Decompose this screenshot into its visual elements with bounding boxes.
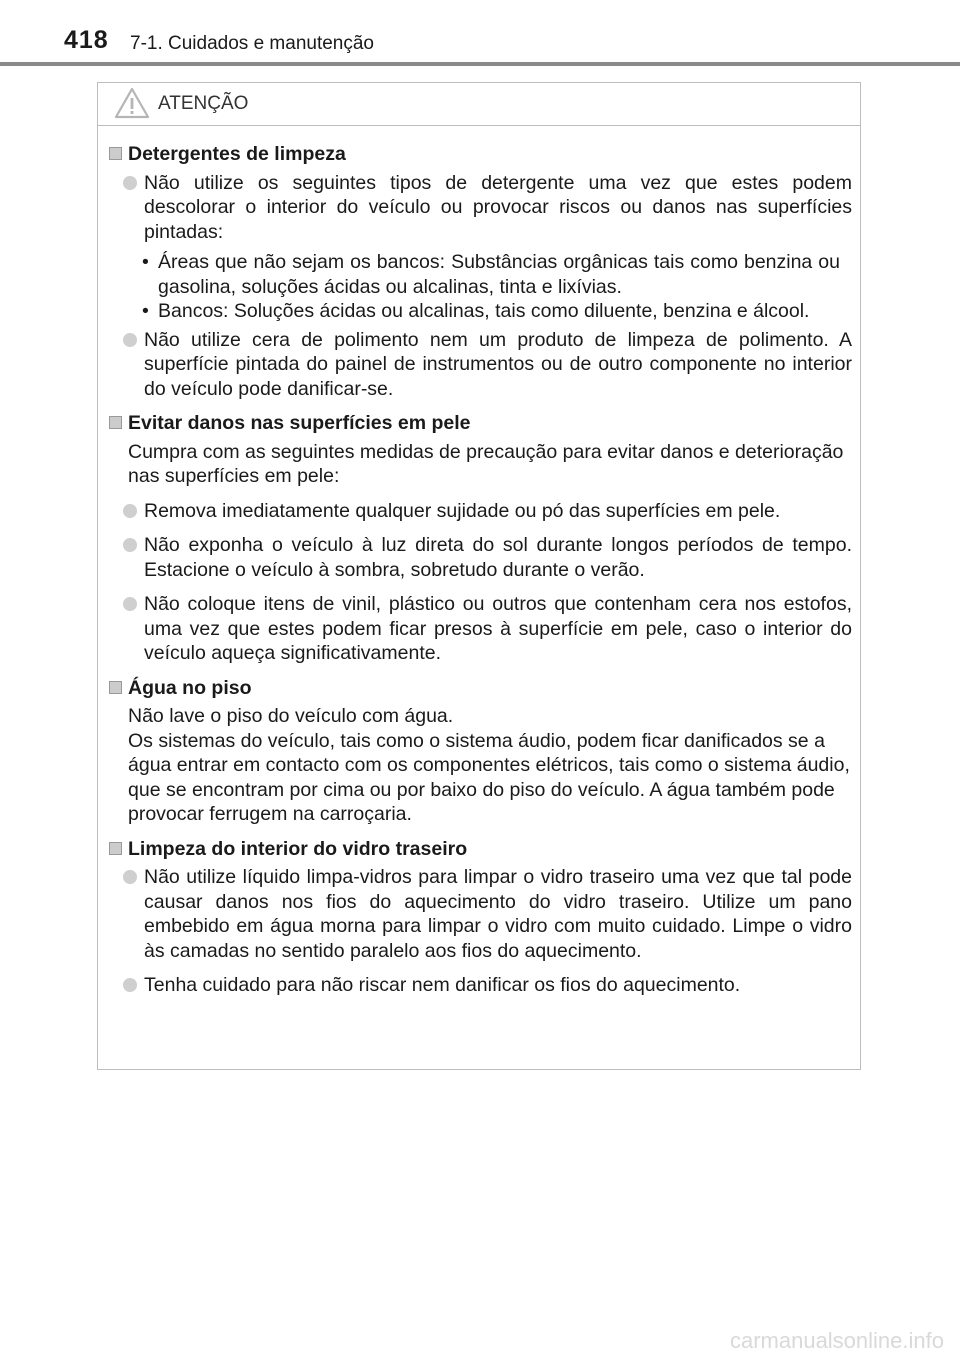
page-number: 418 bbox=[64, 26, 109, 54]
caution-body bbox=[98, 126, 860, 998]
list-item: Remova imediatamente qualquer sujidade ou pó das superfícies em pele. bbox=[106, 499, 852, 524]
caution-box bbox=[97, 82, 861, 1070]
square-bullet-icon bbox=[109, 147, 122, 160]
paragraph: Cumpra com as seguintes medidas de precaução para evitar danos e deterioração nas superfícies em pele: bbox=[128, 440, 844, 487]
sub-list bbox=[106, 250, 852, 324]
paragraph: Não lave o piso do veículo com água. bbox=[128, 705, 454, 727]
list-item: Não utilize líquido limpa-vidros para limpar o vidro traseiro uma vez que tal pode causar danos nos fios do aquecimento do vidro traseiro. Utilize um pano embebido em água morna para limpar o vidro com muito cuidado. Limpe o vidro às camadas no sentido paralelo aos fios do aquecimento. bbox=[106, 865, 852, 963]
circle-bullet-icon bbox=[123, 978, 137, 992]
header-rule bbox=[0, 62, 960, 66]
section-heading: Limpeza do interior do vidro traseiro bbox=[106, 837, 852, 862]
caution-title: ATENÇÃO bbox=[158, 93, 249, 114]
section-heading: Detergentes de limpeza bbox=[106, 142, 852, 167]
square-bullet-icon bbox=[109, 416, 122, 429]
section-heading: Evitar danos nas superfícies em pele bbox=[106, 411, 852, 436]
circle-bullet-icon bbox=[123, 504, 137, 518]
circle-bullet-icon bbox=[123, 870, 137, 884]
square-bullet-icon bbox=[109, 842, 122, 855]
section-title: 7-1. Cuidados e manutenção bbox=[130, 33, 374, 54]
list-item: Não utilize cera de polimento nem um produto de limpeza de polimento. A superfície pintada do painel de instrumentos ou de outro componente no interior do veículo pode danificar-se. bbox=[106, 328, 852, 402]
circle-bullet-icon bbox=[123, 333, 137, 347]
paragraph: Os sistemas do veículo, tais como o sistema áudio, podem ficar danificados se a água entrar em contacto com os componentes elétricos, tais como o sistema áudio, que se encontram por cima ou por baixo do piso do veículo. A água também pode provocar ferrugem na carroçaria. bbox=[128, 729, 850, 825]
list-item: Tenha cuidado para não riscar nem danificar os fios do aquecimento. bbox=[106, 973, 852, 998]
warning-triangle-icon bbox=[114, 87, 150, 119]
circle-bullet-icon bbox=[123, 597, 137, 611]
sub-list-item: • Bancos: Soluções ácidas ou alcalinas, tais como diluente, benzina e álcool. bbox=[142, 300, 810, 322]
watermark: carmanualsonline.info bbox=[729, 1328, 944, 1353]
list-item: Não exponha o veículo à luz direta do sol durante longos períodos de tempo. Estacione o veículo à sombra, sobretudo durante o verão. bbox=[106, 533, 852, 582]
sub-list-item: • Áreas que não sejam os bancos: Substâncias orgânicas tais como benzina ou gasolina, soluções ácidas ou alcalinas, tinta e lixívias. bbox=[142, 251, 840, 298]
page-header bbox=[0, 0, 960, 60]
circle-bullet-icon bbox=[123, 176, 137, 190]
caution-header bbox=[98, 83, 860, 126]
list-item: Não utilize os seguintes tipos de detergente uma vez que estes podem descolorar o interior do veículo ou provocar riscos ou danos nas superfícies pintadas: bbox=[106, 171, 852, 245]
section-heading: Água no piso bbox=[106, 676, 852, 701]
square-bullet-icon bbox=[109, 681, 122, 694]
circle-bullet-icon bbox=[123, 538, 137, 552]
list-item: Não coloque itens de vinil, plástico ou outros que contenham cera nos estofos, uma vez que estes podem ficar presos à superfície em pele, caso o interior do veículo aqueça significativamente. bbox=[106, 592, 852, 666]
